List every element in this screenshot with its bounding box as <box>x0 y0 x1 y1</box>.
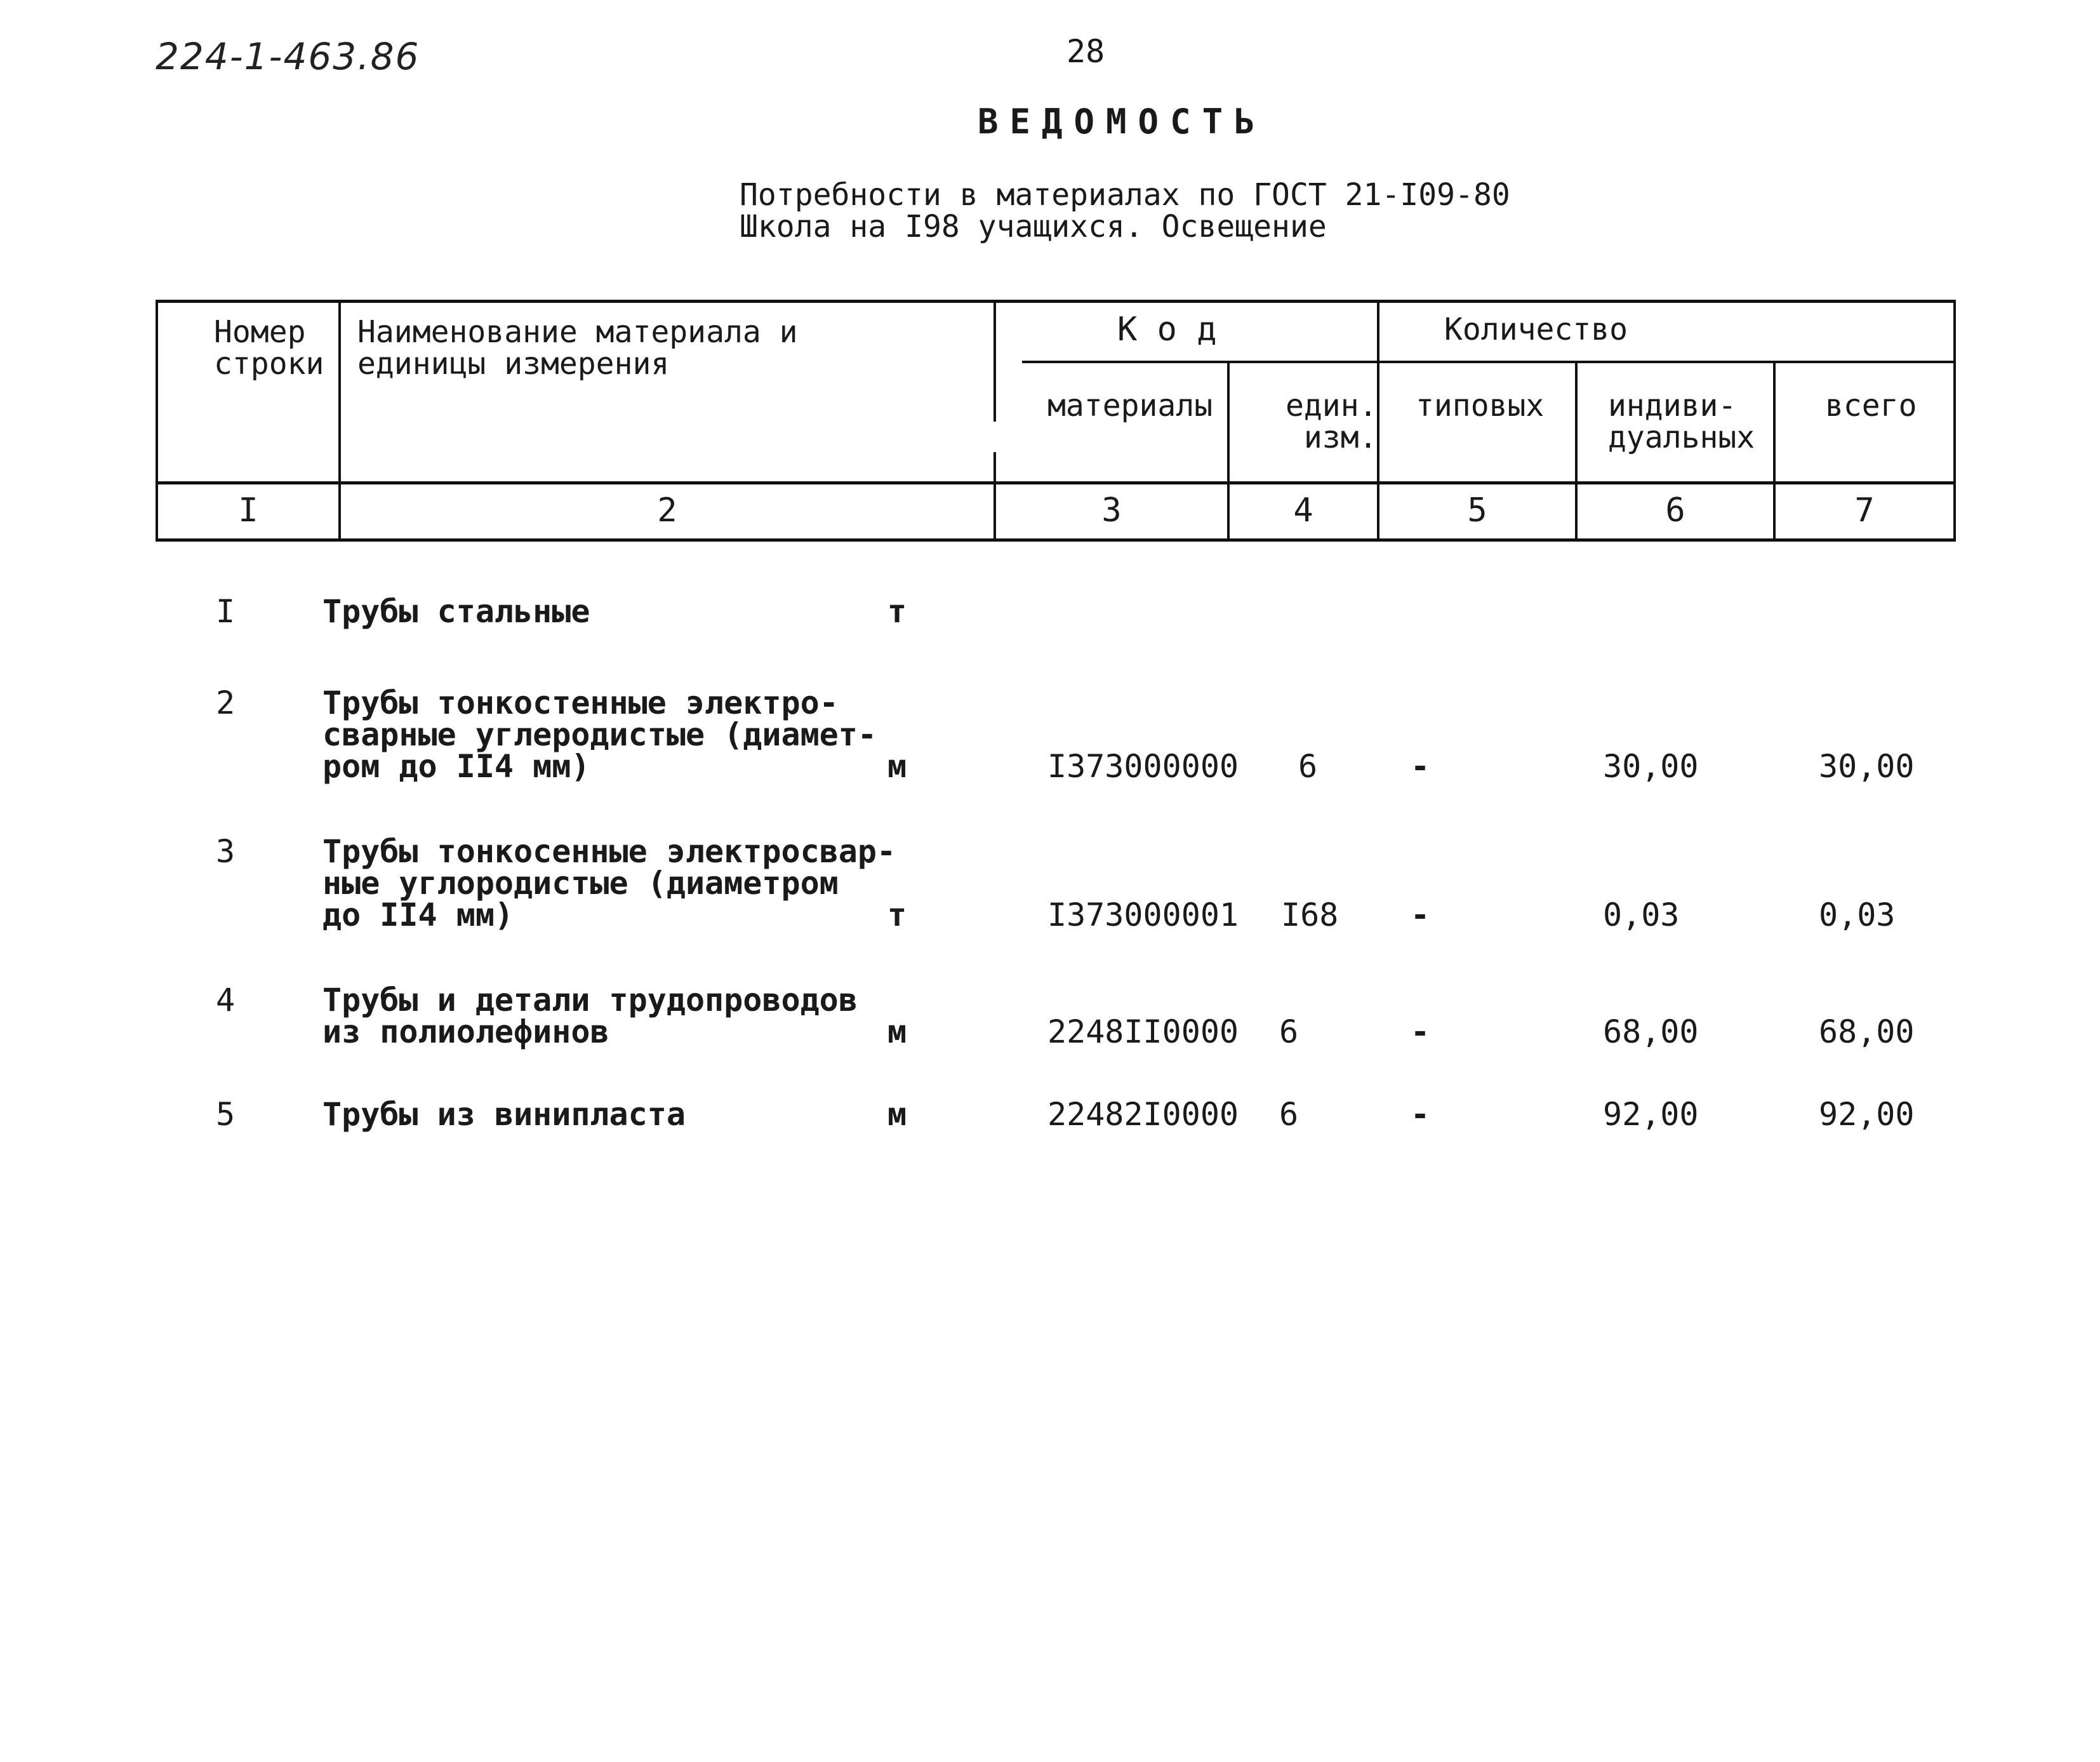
column-number-divider <box>156 481 1956 484</box>
table-right-border <box>1953 300 1956 542</box>
total-quantity: 0,03 <box>1819 897 1896 933</box>
column-number-6: 6 <box>1665 491 1685 530</box>
unit-code: 6 <box>1298 748 1318 785</box>
individual-quantity: 68,00 <box>1603 1013 1699 1050</box>
total-quantity: 30,00 <box>1819 748 1915 785</box>
unit: м <box>887 1096 907 1133</box>
material-name: Трубы и детали трудопроводов из полиолефинов <box>322 982 858 1050</box>
unit-code: 6 <box>1279 1096 1299 1133</box>
unit: т <box>887 897 907 933</box>
material-code: I373000001 <box>1047 897 1239 933</box>
subtitle-line-2: Школа на I98 учащихся. Освещение <box>740 209 1327 244</box>
column-number-5: 5 <box>1467 491 1487 530</box>
row-number: 2 <box>216 684 236 721</box>
typical-quantity: - <box>1411 1013 1430 1050</box>
unit: т <box>887 593 907 630</box>
column-number-4: 4 <box>1293 491 1313 530</box>
column-number-2: 2 <box>657 491 677 530</box>
row-number: I <box>216 593 236 630</box>
column-number-3: 3 <box>1101 491 1122 530</box>
col-divider-2 <box>994 300 996 422</box>
header-material-code: материалы <box>1047 388 1213 424</box>
column-number-1: I <box>238 491 258 530</box>
individual-quantity: 92,00 <box>1603 1096 1699 1133</box>
header-quantity: Количество <box>1444 312 1628 347</box>
typical-quantity: - <box>1411 748 1430 785</box>
header-unit-code: един. изм. <box>1286 388 1378 455</box>
header-row-number: Номер строки <box>214 314 324 382</box>
material-name: Трубы тонкостенные электро- сварные углеродистые (диамет- ром до II4 мм) <box>322 684 877 785</box>
unit: м <box>887 1013 907 1050</box>
individual-quantity: 0,03 <box>1603 897 1680 933</box>
subtitle-line-1: Потребности в материалах по ГОСТ 21-I09-80 <box>740 177 1510 213</box>
row-number: 5 <box>216 1096 236 1133</box>
material-name: Трубы из винипласта <box>322 1096 686 1133</box>
row-number: 3 <box>216 833 236 870</box>
document-title: ВЕДОМОСТЬ <box>978 102 1266 142</box>
table-top-border <box>156 300 1956 303</box>
header-total: всего <box>1825 388 1917 424</box>
material-name: Трубы стальные <box>322 593 590 630</box>
subheader-divider <box>1022 361 1956 363</box>
unit-code: 6 <box>1279 1013 1299 1050</box>
individual-quantity: 30,00 <box>1603 748 1699 785</box>
total-quantity: 68,00 <box>1819 1013 1915 1050</box>
column-number-7: 7 <box>1854 491 1875 530</box>
document-number: 224-1-463.86 <box>156 35 420 78</box>
document-subtitle <box>740 179 1510 243</box>
header-material-name: Наименование материала и единицы измерения <box>357 314 798 382</box>
table-header <box>156 300 1956 541</box>
header-code: К о д <box>1117 310 1217 349</box>
header-individual: индиви- дуальных <box>1608 388 1755 455</box>
total-quantity: 92,00 <box>1819 1096 1915 1133</box>
typical-quantity: - <box>1411 1096 1430 1133</box>
table-bottom-border <box>156 538 1956 542</box>
unit-code: I68 <box>1281 897 1339 933</box>
row-number: 4 <box>216 982 236 1018</box>
material-code: I373000000 <box>1047 748 1239 785</box>
typical-quantity: - <box>1411 897 1430 933</box>
header-typical: типовых <box>1416 388 1545 424</box>
material-code: 22482I0000 <box>1047 1096 1239 1133</box>
material-code: 2248II0000 <box>1047 1013 1239 1050</box>
material-name: Трубы тонкосенные электросвар- ные углородистые (диаметром до II4 мм) <box>322 833 896 933</box>
page-number: 28 <box>1067 33 1105 70</box>
unit: м <box>887 748 907 785</box>
